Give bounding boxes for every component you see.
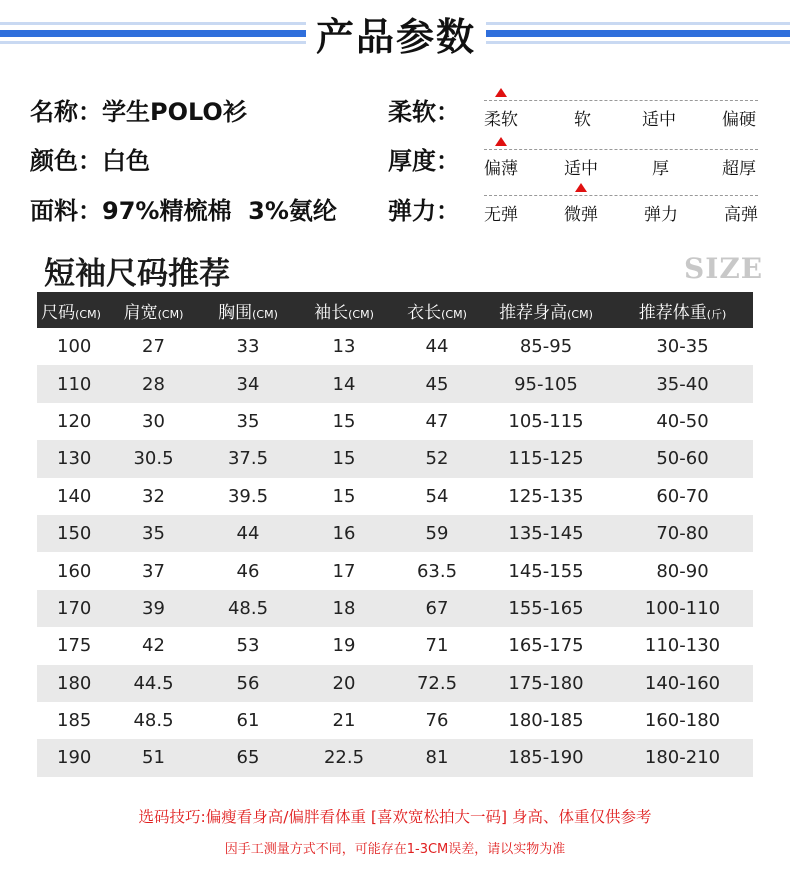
table-cell: 170 xyxy=(57,597,92,619)
table-cell: 185 xyxy=(57,710,92,732)
table-cell: 48.5 xyxy=(227,597,269,619)
size-watermark: SIZE xyxy=(684,252,764,285)
table-cell: 45 xyxy=(425,373,449,395)
size-table-title: 短袖尺码推荐 xyxy=(44,256,230,292)
table-cell: 46 xyxy=(236,560,260,582)
table-cell: 27 xyxy=(142,336,165,358)
table-cell: 18 xyxy=(332,597,356,619)
table-cell: 105-115 xyxy=(508,410,584,432)
table-cell: 13 xyxy=(332,336,356,358)
table-row xyxy=(37,365,753,402)
table-cell: 71 xyxy=(425,635,449,657)
table-cell: 150 xyxy=(57,523,92,545)
page-title: 产品参数 xyxy=(315,15,476,59)
attribute-value: 白色 xyxy=(102,147,150,175)
table-row xyxy=(37,515,753,552)
table-row xyxy=(37,739,753,776)
table-cell: 160-180 xyxy=(644,710,721,732)
scale-line xyxy=(484,149,758,150)
table-cell: 110-130 xyxy=(644,635,721,657)
table-cell: 72.5 xyxy=(416,672,458,694)
table-row xyxy=(37,440,753,477)
table-cell: 130 xyxy=(57,448,92,470)
table-cell: 30 xyxy=(142,410,165,432)
scale-option: 超厚 xyxy=(722,159,756,179)
scale-label-softness: 柔软： xyxy=(388,98,460,126)
scale-marker-icon xyxy=(575,183,587,192)
table-cell: 20 xyxy=(332,672,356,694)
table-cell: 50-60 xyxy=(656,448,709,470)
table-cell: 180-210 xyxy=(644,747,721,769)
table-row xyxy=(37,328,753,365)
table-cell: 180-185 xyxy=(508,710,584,732)
table-cell: 44 xyxy=(425,336,449,358)
table-cell: 28 xyxy=(142,373,165,395)
size-table xyxy=(37,292,753,777)
scale-option: 偏薄 xyxy=(484,159,518,179)
table-cell: 63.5 xyxy=(416,560,458,582)
table-cell: 35 xyxy=(142,523,165,545)
table-cell: 60-70 xyxy=(656,485,709,507)
column-header: 尺码(CM) xyxy=(41,302,101,323)
table-cell: 35-40 xyxy=(656,373,709,395)
table-cell: 70-80 xyxy=(656,523,709,545)
header-decoration-right xyxy=(486,22,790,44)
table-cell: 80-90 xyxy=(656,560,709,582)
scale-option: 适中 xyxy=(564,159,598,179)
table-cell: 100 xyxy=(57,336,92,358)
table-cell: 59 xyxy=(425,523,449,545)
scale-line xyxy=(484,195,758,196)
table-cell: 76 xyxy=(425,710,449,732)
attribute-value: 97%精梳棉 3%氨纶 xyxy=(102,197,337,225)
attribute-value: 学生POLO衫 xyxy=(102,98,247,126)
softness-scale xyxy=(484,88,758,128)
table-cell: 175 xyxy=(57,635,92,657)
attribute-key: 名称： xyxy=(30,98,102,126)
table-cell: 53 xyxy=(236,635,260,657)
table-row xyxy=(37,665,753,702)
table-header-row xyxy=(37,292,753,328)
table-cell: 81 xyxy=(425,747,449,769)
table-cell: 35 xyxy=(236,410,260,432)
table-cell: 34 xyxy=(236,373,260,395)
table-cell: 140-160 xyxy=(644,672,721,694)
table-cell: 135-145 xyxy=(508,523,584,545)
column-header: 推荐身高(CM) xyxy=(499,302,593,323)
column-header: 推荐体重(斤) xyxy=(638,302,727,323)
table-cell: 32 xyxy=(142,485,165,507)
scale-option: 无弹 xyxy=(484,205,518,225)
column-header: 胸围(CM) xyxy=(218,302,278,323)
column-header: 肩宽(CM) xyxy=(123,302,184,323)
table-cell: 22.5 xyxy=(323,747,365,769)
scale-option: 微弹 xyxy=(564,205,598,225)
table-cell: 160 xyxy=(57,560,92,582)
table-row xyxy=(37,702,753,739)
thickness-scale xyxy=(484,137,758,177)
table-cell: 56 xyxy=(236,672,260,694)
table-cell: 15 xyxy=(332,410,356,432)
table-cell: 37.5 xyxy=(227,448,269,470)
elasticity-scale xyxy=(484,183,758,223)
table-cell: 115-125 xyxy=(508,448,584,470)
scale-marker-icon xyxy=(495,137,507,146)
table-cell: 65 xyxy=(236,747,260,769)
table-cell: 85-95 xyxy=(519,336,573,358)
attribute-fabric xyxy=(30,191,337,226)
table-cell: 61 xyxy=(236,710,260,732)
scale-label-thickness: 厚度： xyxy=(388,147,460,175)
table-cell: 110 xyxy=(57,373,92,395)
table-cell: 14 xyxy=(332,373,356,395)
scale-option: 高弹 xyxy=(724,205,758,225)
scale-line xyxy=(484,100,758,101)
table-cell: 120 xyxy=(57,410,92,432)
table-cell: 30-35 xyxy=(656,336,709,358)
table-cell: 175-180 xyxy=(508,672,584,694)
table-cell: 33 xyxy=(236,336,260,358)
table-cell: 190 xyxy=(57,747,92,769)
table-row xyxy=(37,590,753,627)
table-cell: 15 xyxy=(332,485,356,507)
column-header: 衣长(CM) xyxy=(407,302,467,323)
attribute-color xyxy=(30,141,150,176)
table-row xyxy=(37,627,753,664)
header-decoration-left xyxy=(0,22,306,44)
table-cell: 30.5 xyxy=(133,448,174,470)
table-cell: 52 xyxy=(425,448,449,470)
table-cell: 47 xyxy=(425,410,449,432)
scale-option: 偏硬 xyxy=(722,110,756,130)
scale-marker-icon xyxy=(495,88,507,97)
table-cell: 44 xyxy=(236,523,260,545)
table-cell: 95-105 xyxy=(514,373,578,395)
scale-option: 厚 xyxy=(652,159,669,179)
table-cell: 15 xyxy=(332,448,356,470)
table-cell: 16 xyxy=(332,523,356,545)
page-header xyxy=(0,0,790,70)
table-cell: 51 xyxy=(142,747,165,769)
table-cell: 125-135 xyxy=(508,485,584,507)
table-cell: 140 xyxy=(57,485,92,507)
table-cell: 180 xyxy=(57,672,92,694)
table-cell: 39 xyxy=(142,597,165,619)
table-cell: 100-110 xyxy=(644,597,721,619)
table-row xyxy=(37,552,753,589)
table-body xyxy=(37,328,753,777)
scale-option: 适中 xyxy=(642,110,676,130)
scale-option: 软 xyxy=(574,110,591,130)
table-cell: 40-50 xyxy=(656,410,709,432)
table-cell: 19 xyxy=(332,635,356,657)
table-cell: 165-175 xyxy=(508,635,584,657)
table-cell: 54 xyxy=(425,485,449,507)
table-cell: 185-190 xyxy=(508,747,584,769)
table-cell: 44.5 xyxy=(133,672,174,694)
table-row xyxy=(37,403,753,440)
attribute-name xyxy=(30,92,247,127)
table-cell: 21 xyxy=(332,710,356,732)
table-cell: 48.5 xyxy=(133,710,174,732)
scale-option: 弹力 xyxy=(644,205,678,225)
column-header: 袖长(CM) xyxy=(314,302,374,323)
attribute-key: 面料： xyxy=(30,197,102,225)
attribute-key: 颜色： xyxy=(30,147,102,175)
size-tip: 选码技巧:偏瘦看身高/偏胖看体重 [喜欢宽松拍大一码] 身高、体重仅供参考 xyxy=(138,808,652,826)
scale-label-elasticity: 弹力： xyxy=(388,197,460,225)
table-cell: 42 xyxy=(142,635,165,657)
table-cell: 67 xyxy=(425,597,449,619)
measurement-disclaimer: 因手工测量方式不同，可能存在1-3CM误差，请以实物为准 xyxy=(224,842,566,857)
table-row xyxy=(37,478,753,515)
table-cell: 37 xyxy=(142,560,165,582)
table-cell: 145-155 xyxy=(508,560,584,582)
table-cell: 155-165 xyxy=(508,597,584,619)
scale-option: 柔软 xyxy=(484,110,518,130)
table-cell: 17 xyxy=(332,560,356,582)
table-cell: 39.5 xyxy=(227,485,269,507)
